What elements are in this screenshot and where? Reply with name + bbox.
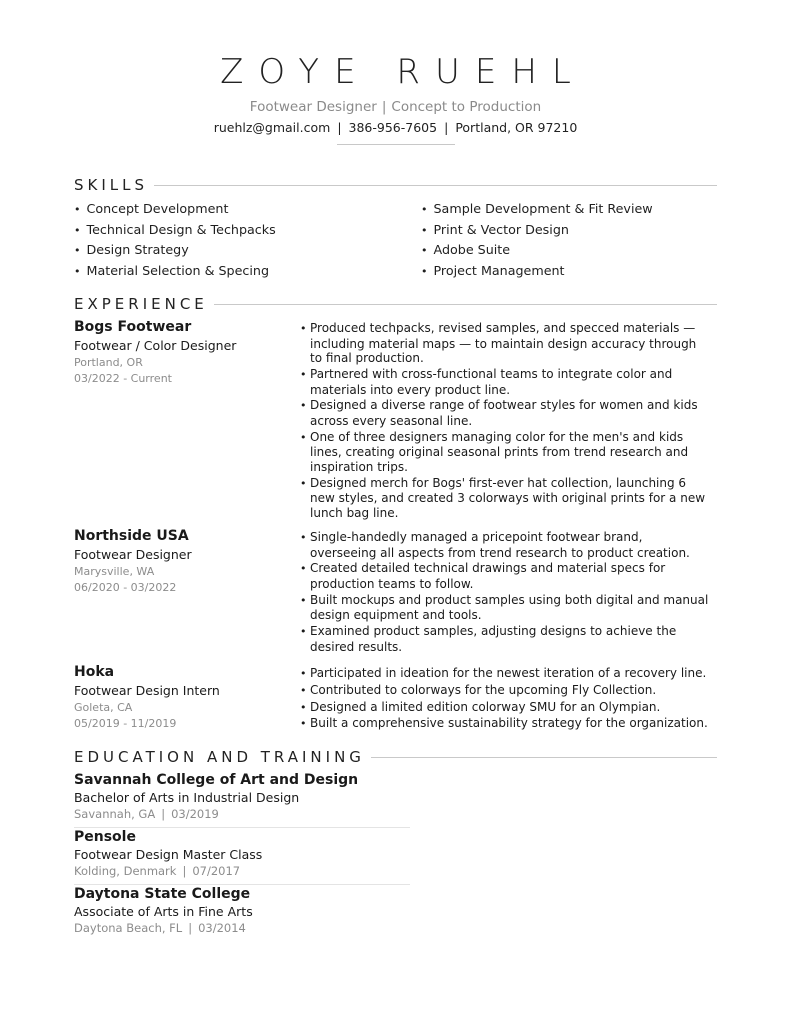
job-role: Footwear / Color Designer xyxy=(74,338,237,353)
skill-item: • Design Strategy xyxy=(74,241,421,260)
section-divider xyxy=(214,304,717,305)
job-bullets xyxy=(300,666,710,733)
education-entry xyxy=(74,771,410,822)
education-school: Daytona State College xyxy=(74,886,251,902)
skill-item: • Project Management xyxy=(421,262,717,281)
skills-section-header xyxy=(74,176,717,194)
skill-item: • Adobe Suite xyxy=(421,241,717,260)
education-year: 03/2019 xyxy=(171,807,219,821)
skill-item: • Technical Design & Techpacks xyxy=(74,221,421,240)
job-bullet: • Contributed to colorways for the upcoming Fly Collection. xyxy=(300,683,710,699)
education-meta xyxy=(74,806,410,822)
job-company: Northside USA xyxy=(74,528,189,544)
job-bullet: • Examined product samples, adjusting designs to achieve the desired results. xyxy=(300,624,710,654)
contact-separator: | xyxy=(444,120,449,135)
job-summary xyxy=(74,663,294,732)
job-bullet: • Created detailed technical drawings and material specs for production teams to follow. xyxy=(300,561,710,591)
job-bullet: • Designed a limited edition colorway SMU for an Olympian. xyxy=(300,700,710,716)
job-location: Marysville, WA xyxy=(74,565,155,578)
job-bullet: • Designed merch for Bogs' first-ever hat collection, launching 6 new styles, and created 3 colorways with original prints for a new lunch bag line. xyxy=(300,476,710,521)
skill-item: • Sample Development & Fit Review xyxy=(421,200,717,219)
job-bullet: • Produced techpacks, revised samples, and specced materials — including material maps — to maintain design accuracy through to final production. xyxy=(300,321,710,366)
job-role: Footwear Design Intern xyxy=(74,683,220,698)
candidate-name: ZOYE RUEHL xyxy=(220,52,586,92)
job-bullet: • One of three designers managing color for the men's and kids lines, creating original seasonal prints from trend research and inspiration trips. xyxy=(300,430,710,475)
job-company: Hoka xyxy=(74,664,115,680)
job-bullet: • Designed a diverse range of footwear styles for women and kids across every seasonal line. xyxy=(300,398,710,428)
contact-line xyxy=(0,119,791,136)
education-school: Savannah College of Art and Design xyxy=(74,772,359,788)
tagline-focus: Concept to Production xyxy=(391,99,542,115)
job-location: Portland, OR xyxy=(74,356,143,369)
education-location: Savannah, GA xyxy=(74,807,156,821)
meta-separator: | xyxy=(188,921,193,935)
education-entry xyxy=(74,885,410,936)
job-dates: 06/2020 - 03/2022 xyxy=(74,581,177,594)
education-degree: Associate of Arts in Fine Arts xyxy=(74,904,253,919)
section-divider xyxy=(371,757,717,758)
job-bullet: • Built mockups and product samples using both digital and manual design equipment and tools. xyxy=(300,593,710,623)
contact-phone[interactable]: 386-956-7605 xyxy=(348,120,438,135)
skill-item: • Concept Development xyxy=(74,200,421,219)
job-bullets xyxy=(300,530,710,656)
education-location: Daytona Beach, FL xyxy=(74,921,183,935)
skills-title: SKILLS xyxy=(74,176,149,194)
education-meta xyxy=(74,863,410,879)
education-meta xyxy=(74,920,410,936)
resume-header xyxy=(0,52,791,145)
tagline xyxy=(0,98,791,116)
job-bullet: • Single-handedly managed a pricepoint footwear brand, overseeing all aspects from trend research to product creation. xyxy=(300,530,710,560)
job-summary xyxy=(74,527,294,596)
tagline-title: Footwear Designer xyxy=(249,99,377,115)
education-school: Pensole xyxy=(74,829,136,845)
education-section-header xyxy=(74,748,717,766)
contact-location: Portland, OR 97210 xyxy=(455,120,578,135)
meta-separator: | xyxy=(182,864,187,878)
skill-item: • Material Selection & Specing xyxy=(74,262,421,281)
education-title: EDUCATION AND TRAINING xyxy=(74,748,365,766)
job-company: Bogs Footwear xyxy=(74,319,192,335)
skills-list xyxy=(74,200,717,281)
job-bullets xyxy=(300,321,710,522)
job-summary xyxy=(74,318,294,387)
tagline-separator: | xyxy=(381,99,387,115)
section-divider xyxy=(154,185,717,186)
experience-section-header xyxy=(74,295,717,313)
education-year: 07/2017 xyxy=(192,864,241,878)
experience-title: EXPERIENCE xyxy=(74,295,208,313)
education-degree: Footwear Design Master Class xyxy=(74,847,263,862)
contact-email[interactable]: ruehlz@gmail.com xyxy=(213,120,331,135)
education-entry xyxy=(74,828,410,879)
education-year: 03/2014 xyxy=(198,921,246,935)
job-bullet: • Participated in ideation for the newest iteration of a recovery line. xyxy=(300,666,710,682)
meta-separator: | xyxy=(161,807,166,821)
job-dates: 03/2022 - Current xyxy=(74,372,172,385)
header-divider xyxy=(337,144,455,145)
job-bullet: • Built a comprehensive sustainability strategy for the organization. xyxy=(300,716,710,732)
skill-item: • Print & Vector Design xyxy=(421,221,717,240)
job-location: Goleta, CA xyxy=(74,701,133,714)
education-location: Kolding, Denmark xyxy=(74,864,177,878)
contact-separator: | xyxy=(337,120,342,135)
education-degree: Bachelor of Arts in Industrial Design xyxy=(74,790,300,805)
job-bullet: • Partnered with cross-functional teams to integrate color and materials into every product line. xyxy=(300,367,710,397)
job-dates: 05/2019 - 11/2019 xyxy=(74,717,177,730)
job-role: Footwear Designer xyxy=(74,547,192,562)
